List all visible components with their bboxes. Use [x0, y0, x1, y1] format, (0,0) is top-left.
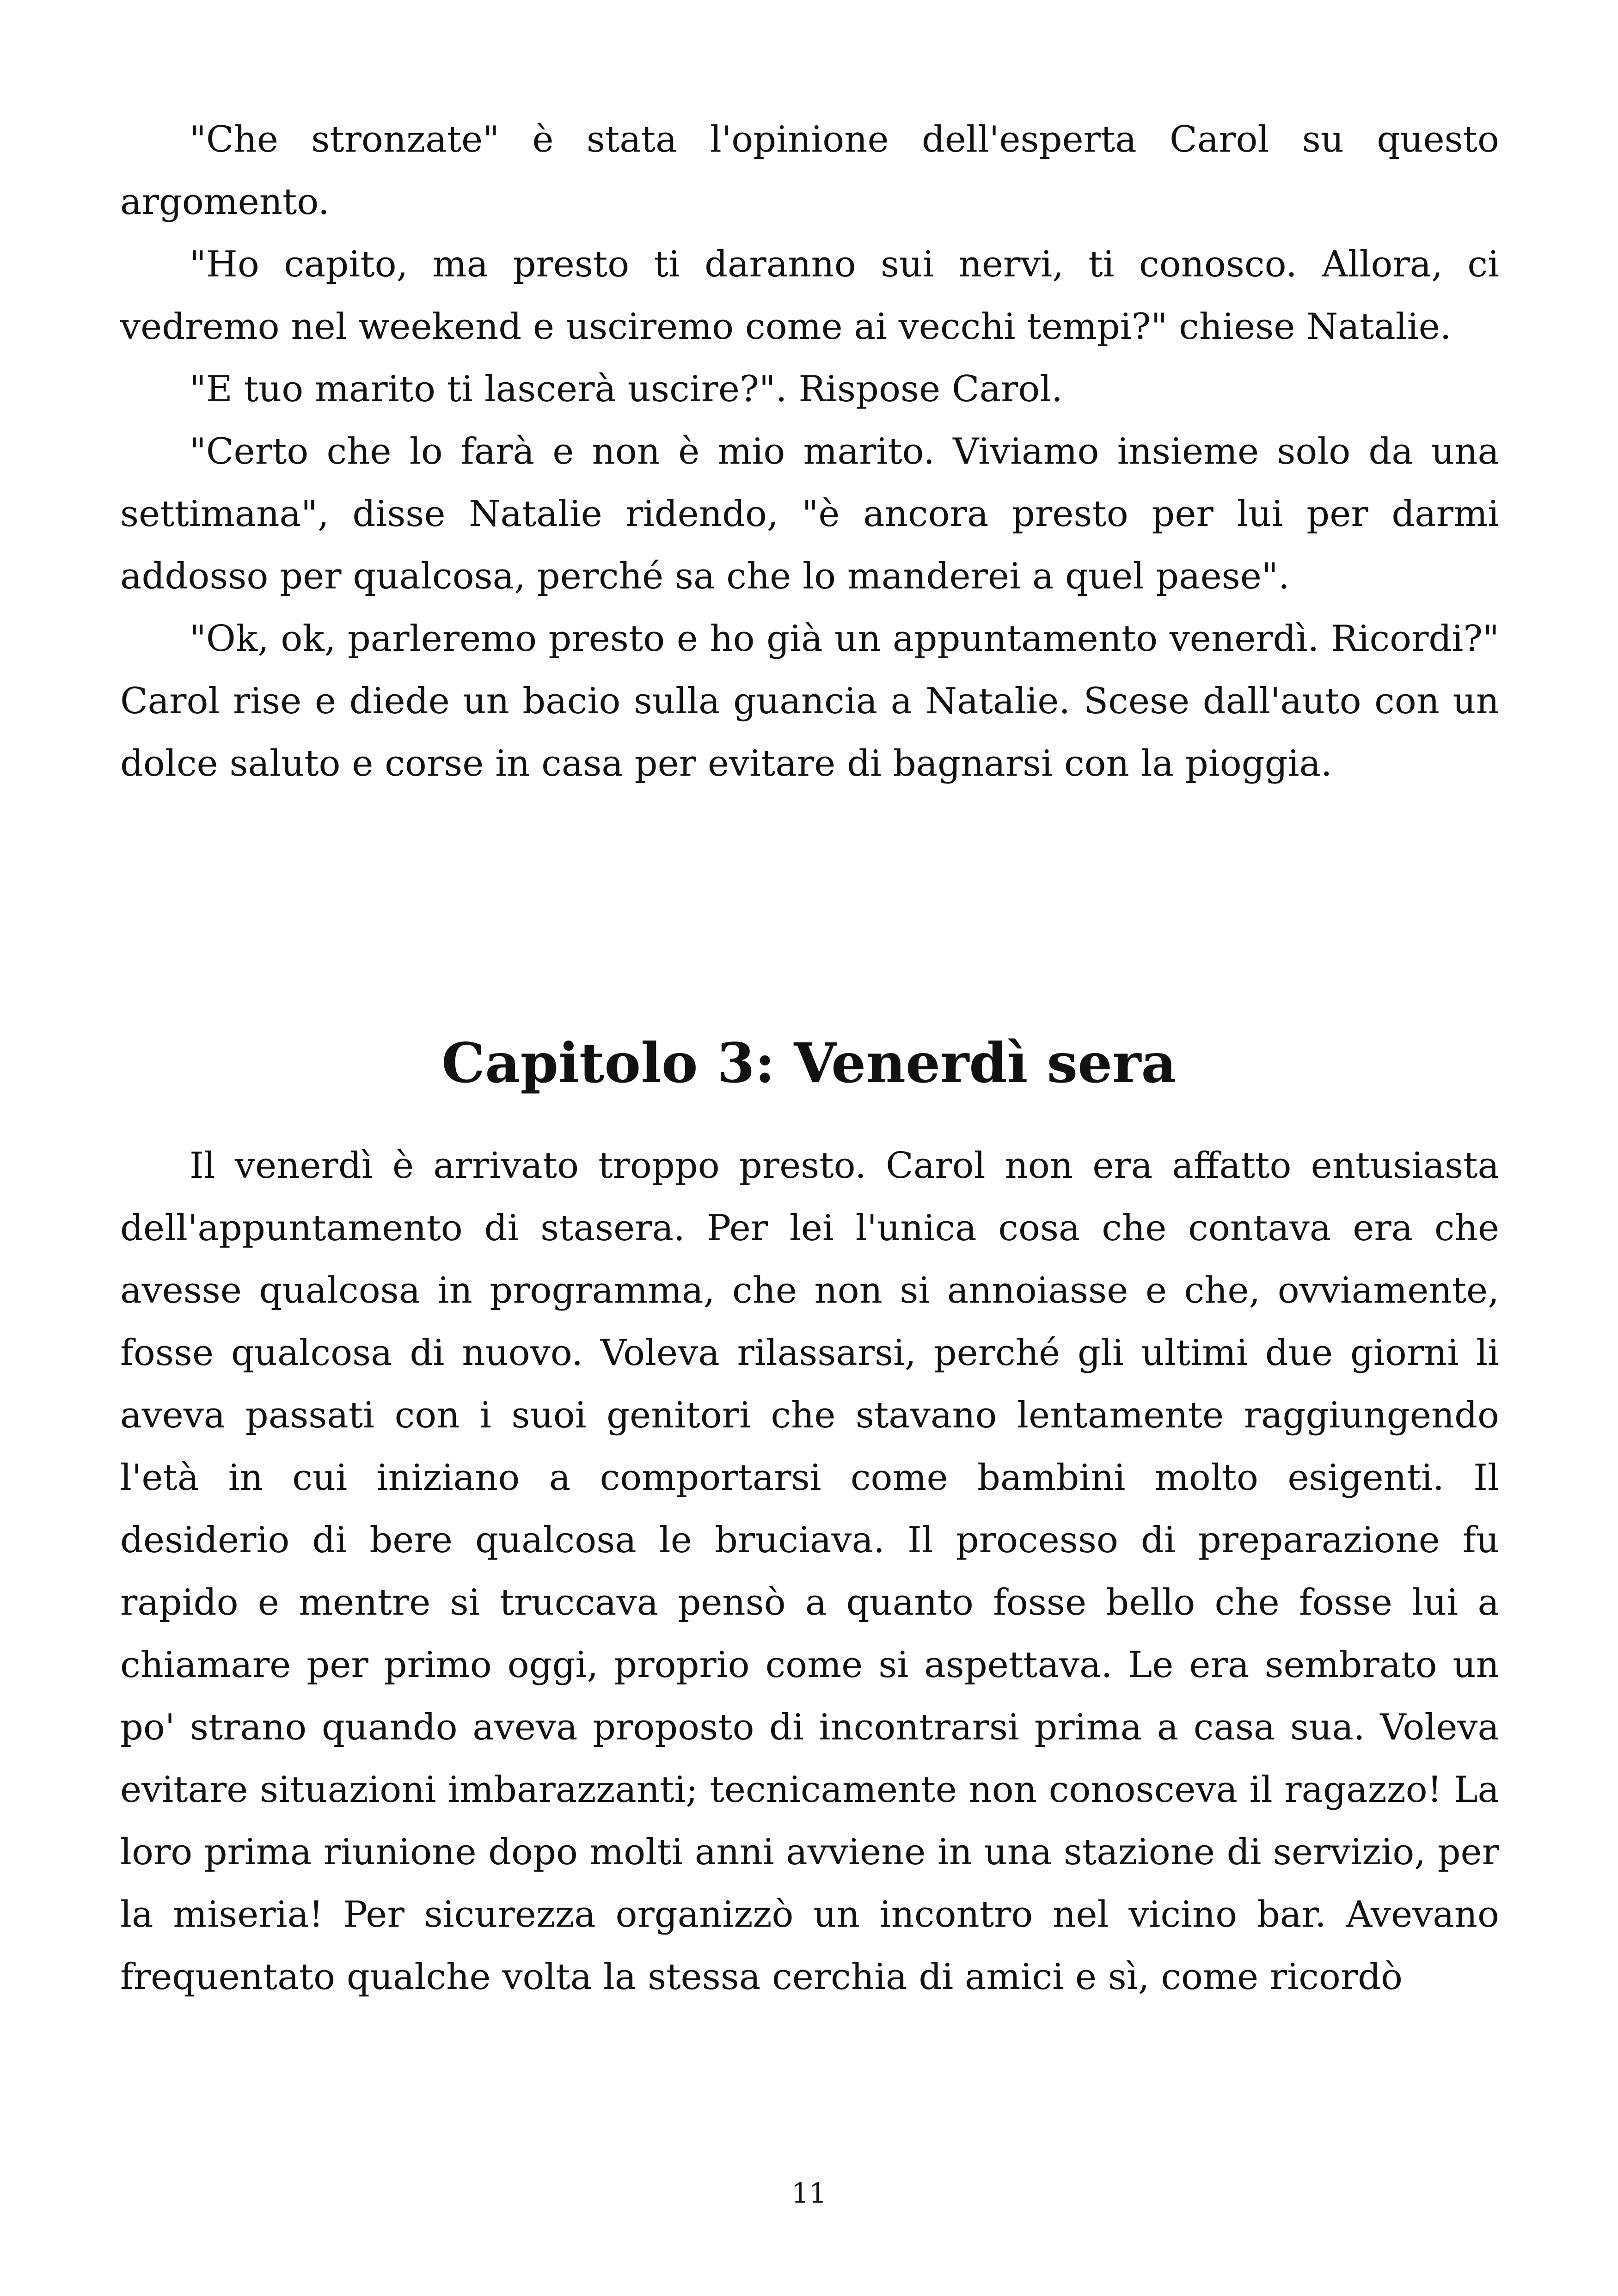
chapter-title: Capitolo 3: Venerdì sera [441, 1031, 1177, 1095]
paragraph: "E tuo marito ti lascerà uscire?". Rispose Carol. [190, 368, 1063, 410]
paragraph: "Certo che lo farà e non è mio marito. Viviamo insieme solo da una settimana", disse Natalie ridendo, "è ancora presto per lui per darmi addosso per qualcosa, perché sa che lo manderei a quel paese". [120, 431, 1499, 597]
paragraph: Il venerdì è arrivato troppo presto. Carol non era affatto entusiasta dell'appuntamento di stasera. Per lei l'unica cosa che contava era che avesse qualcosa in programma, che non si annoiasse e che, ovviamente, fosse qualcosa di nuovo. Voleva rilassarsi, perché gli ultimi due giorni li aveva passati con i suoi genitori che stavano lentamente raggiungendo l'età in cui iniziano a comportarsi come bambini molto esigenti. Il desiderio di bere qualcosa le bruciava. Il processo di preparazione fu rapido e mentre si truccava pensò a quanto fosse bello che fosse lui a chiamare per primo oggi, proprio come si aspettava. Le era sembrato un po' strano quando aveva proposto di incontrarsi prima a casa sua. Voleva evitare situazioni imbarazzanti; tecnicamente non conosceva il ragazzo! La loro prima riunione dopo molti anni avviene in una stazione di servizio, per la miseria! Per sicurezza organizzò un incontro nel vicino bar. Avevano frequentato qualche volta la stessa cerchia di amici e sì, come ricordò [120, 1145, 1499, 1998]
paragraph: "Ok, ok, parleremo presto e ho già un appuntamento venerdì. Ricordi?" Carol rise e diede un bacio sulla guancia a Natalie. Scese dall'auto con un dolce saluto e corse in casa per evitare di bagnarsi con la pioggia. [120, 618, 1499, 784]
chapter-text [120, 1135, 1499, 2008]
paragraph: "Ho capito, ma presto ti daranno sui nervi, ti conosco. Allora, ci vedremo nel weekend e usciremo come ai vecchi tempi?" chiese Natalie. [120, 244, 1499, 348]
page-number: 11 [791, 2177, 827, 2210]
preceding-text [120, 109, 1499, 795]
paragraph: "Che stronzate" è stata l'opinione dell'esperta Carol su questo argomento. [120, 119, 1499, 223]
